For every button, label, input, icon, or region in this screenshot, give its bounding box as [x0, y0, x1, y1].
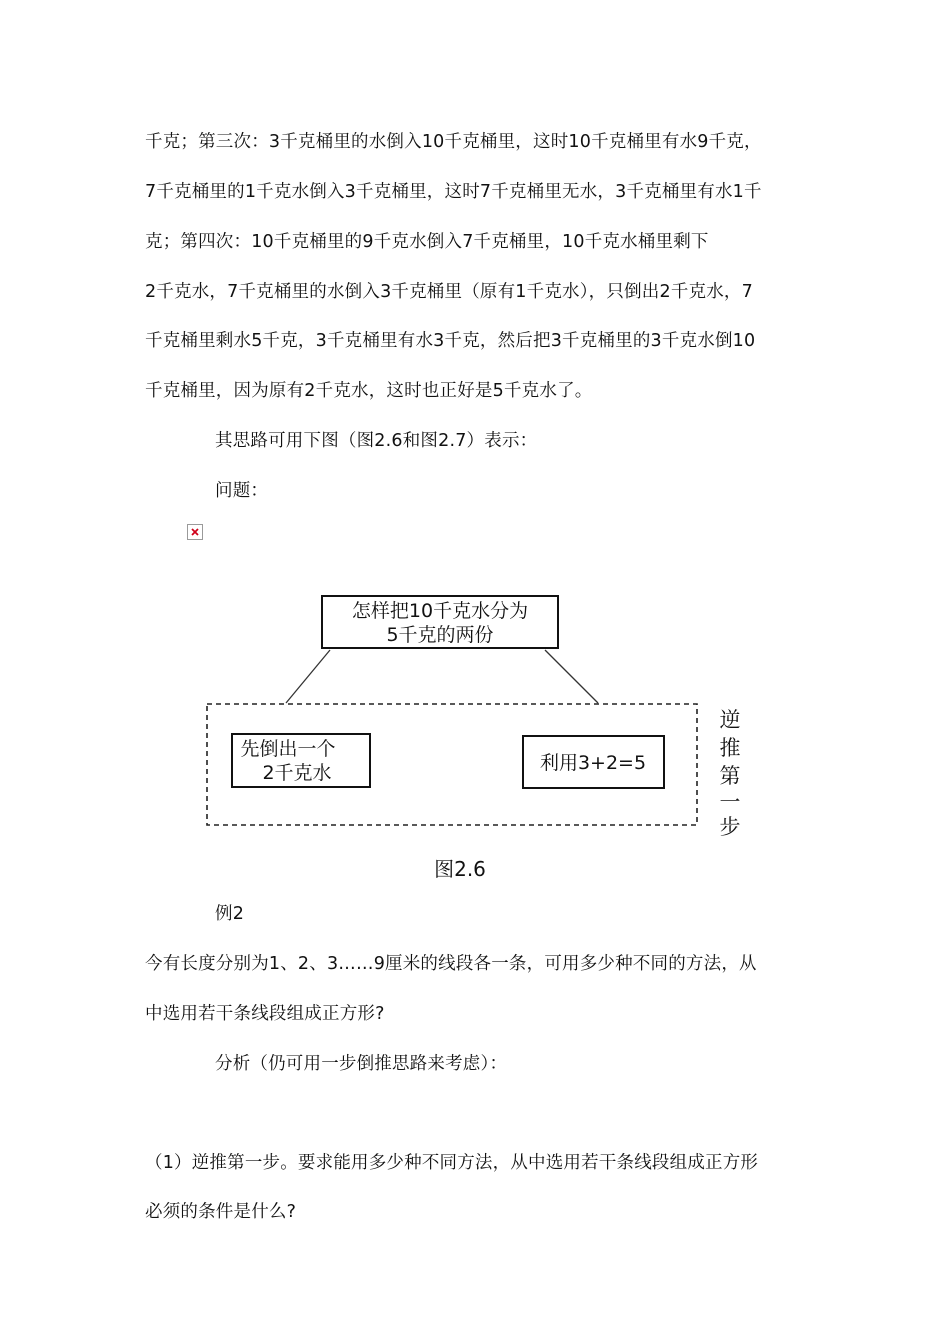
- diagram-connector-right: [545, 650, 598, 703]
- diagram-side-char-5: 步: [719, 815, 741, 839]
- diagram-right-text: 利用3+2=5: [539, 752, 647, 774]
- step-1-text-2: 必须的条件是什么?: [145, 1202, 297, 1222]
- step-1-text-1: （1）逆推第一步。要求能用多少种不同方法，从中选用若干条线段组成正方形: [145, 1153, 759, 1173]
- question-label: 问题：: [215, 481, 269, 501]
- diagram-left-text-2: 2千克水: [262, 762, 332, 784]
- diagram-side-char-3: 第: [719, 764, 741, 788]
- figure-caption: 图2.6: [434, 857, 486, 881]
- diagram-side-char-2: 推: [719, 736, 741, 760]
- paragraph-line-3: 克；第四次：10千克桶里的9千克水倒入7千克桶里，10千克水桶里剩下: [145, 232, 709, 252]
- paragraph-line-6: 千克桶里，因为原有2千克水，这时也正好是5千克水了。: [145, 381, 593, 401]
- paragraph-line-1: 千克；第三次：3千克桶里的水倒入10千克桶里，这时10千克桶里有水9千克，: [145, 132, 762, 152]
- analysis-label: 分析（仍可用一步倒推思路来考虑）：: [215, 1054, 508, 1074]
- diagram-side-char-1: 逆: [719, 708, 741, 732]
- paragraph-line-2: 7千克桶里的1千克水倒入3千克桶里，这时7千克桶里无水，3千克桶里有水1千: [145, 182, 762, 202]
- example-2-label: 例2: [215, 904, 245, 924]
- example-2-text-2: 中选用若干条线段组成正方形?: [145, 1004, 385, 1024]
- diagram-side-char-4: 一: [719, 790, 741, 814]
- diagram-left-text-1: 先倒出一个: [240, 738, 336, 760]
- example-2-text-1: 今有长度分别为1、2、3……9厘米的线段各一条，可用多少种不同的方法，从: [145, 954, 757, 974]
- diagram-top-text-2: 5千克的两份: [386, 624, 494, 646]
- diagram-connector-left: [286, 650, 330, 703]
- figure-intro-text: 其思路可用下图（图2.6和图2.7）表示：: [215, 431, 538, 451]
- paragraph-line-5: 千克桶里剩水5千克，3千克桶里有水3千克，然后把3千克桶里的3千克水倒10: [145, 331, 756, 351]
- paragraph-line-4: 2千克水，7千克桶里的水倒入3千克桶里（原有1千克水），只倒出2千克水，7: [145, 282, 753, 302]
- diagram-top-text-1: 怎样把10千克水分为: [351, 600, 529, 622]
